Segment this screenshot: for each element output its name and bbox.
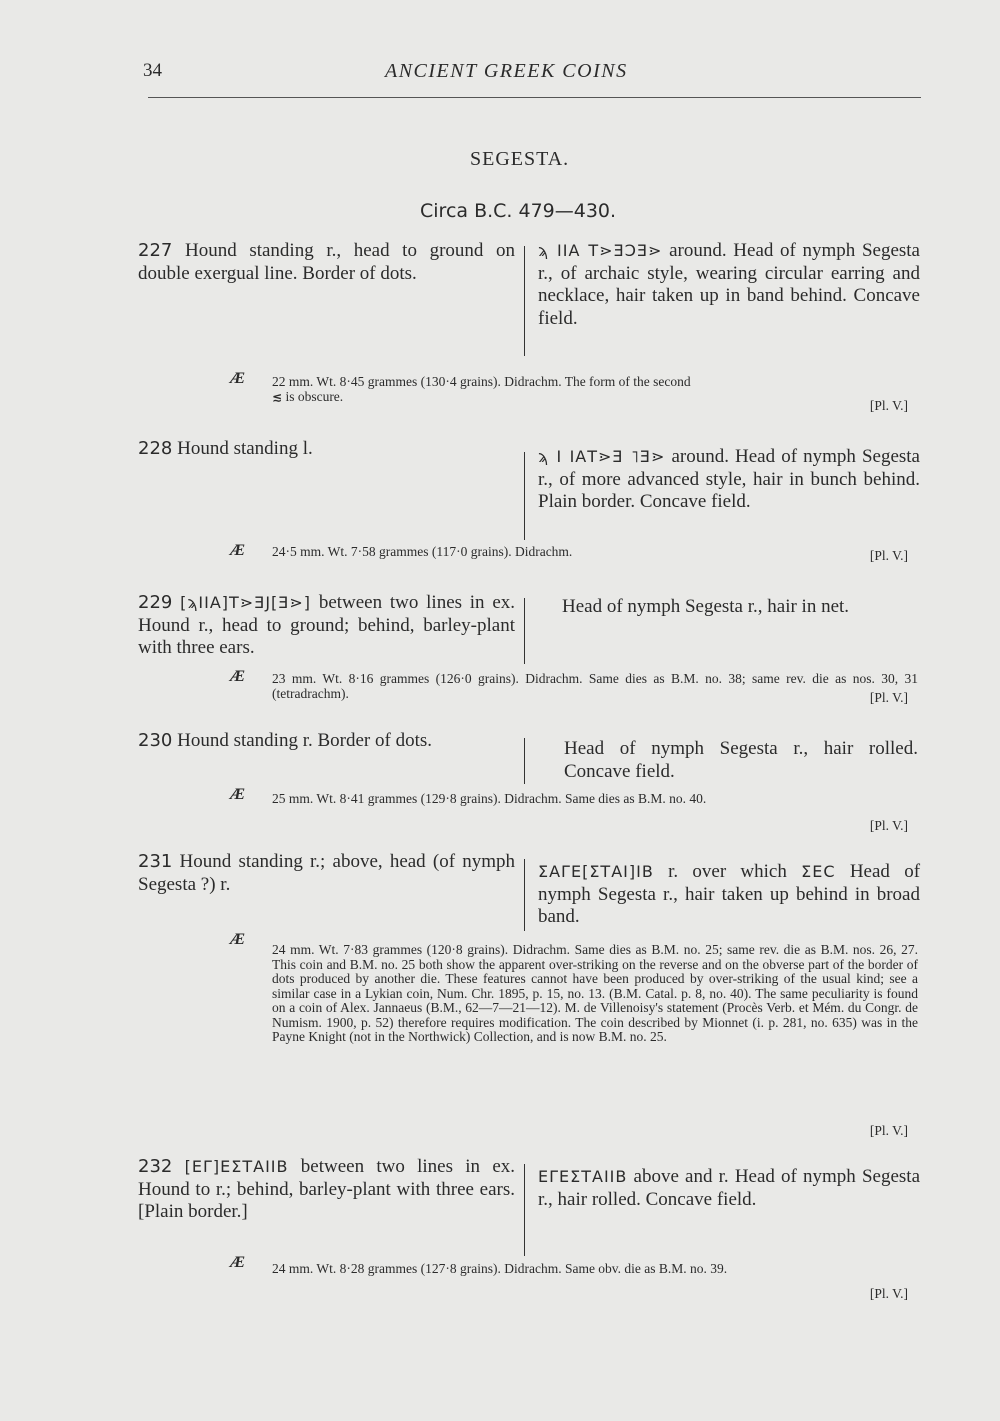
obverse-text: Hound standing r., head to ground on double exergual line. Border of dots. <box>138 240 516 284</box>
obverse-description <box>138 851 515 896</box>
obverse-text: between two lines in ex. Hound r., head to ground; behind, barley-plant with three ears. <box>138 592 516 658</box>
reverse-text: above and r. Head of nymph Segesta r., hair rolled. Concave field. <box>538 1166 921 1210</box>
entry-number: 231 <box>138 851 173 872</box>
reverse-legend: ΕΓΕΣΤΑΙΙΒ <box>538 1167 628 1186</box>
details-text-end: is obscure. <box>285 388 344 404</box>
obverse-description <box>138 730 515 753</box>
obverse-text: Hound standing l. <box>177 438 313 459</box>
section-title: SEGESTA. <box>470 148 570 170</box>
metal-symbol: Æ <box>230 1254 246 1271</box>
reverse-legend: ϡ I ΙΑΤ⋗Ǝ ˥Ǝ⋗ <box>538 447 666 466</box>
page-number: 34 <box>143 60 162 81</box>
obverse-description <box>138 592 515 660</box>
metal-symbol: Æ <box>230 786 246 803</box>
period-heading: Circa B.C. 479—430. <box>420 200 617 222</box>
coin-details <box>272 375 918 404</box>
reverse-legend-2: ΣΕC <box>801 862 836 881</box>
coin-details: 24 mm. Wt. 8·28 grammes (127·8 grains). Didrachm. Same obv. die as B.M. no. 39. <box>272 1261 728 1276</box>
reverse-legend: ΣΑΓΕ[ΣΤΑΙ]IB <box>538 862 654 881</box>
reverse-description <box>564 738 918 783</box>
obverse-text: Hound standing r. Border of dots. <box>177 730 433 751</box>
reverse-description <box>538 240 920 330</box>
entry-number: 230 <box>138 730 173 751</box>
entry-number: 232 <box>138 1156 173 1177</box>
obverse-legend: [ϡIΙΑ]T⋗ƎJ[Ǝ⋗] <box>180 593 312 612</box>
obverse-text: between two lines in ex. Hound to r.; behind, barley-plant with three ears. [Plain border.] <box>138 1156 516 1222</box>
metal-symbol: Æ <box>230 668 246 685</box>
reverse-text: Head of nymph Segesta r., hair in net. <box>562 596 850 617</box>
entry-number: 227 <box>138 240 173 261</box>
plate-reference: [Pl. V.] <box>869 1286 908 1301</box>
reverse-text: around. Head of nymph Segesta r., of more advanced style, hair in bunch behind. Plain border. Concave field. <box>538 446 920 512</box>
column-divider <box>524 452 525 540</box>
coin-details: 24·5 mm. Wt. 7·58 grammes (117·0 grains). Didrachm. <box>272 544 573 559</box>
column-divider <box>524 1164 525 1256</box>
reverse-text: Head of nymph Segesta r., hair taken up behind in broad band. <box>538 861 921 927</box>
column-divider <box>524 598 525 664</box>
plate-reference: [Pl. V.] <box>869 1123 908 1138</box>
plate-reference: [Pl. V.] <box>869 818 908 833</box>
running-title: ANCIENT GREEK COINS <box>385 60 628 82</box>
metal-symbol: Æ <box>230 542 246 559</box>
reverse-description <box>538 1166 920 1211</box>
obverse-description <box>138 240 515 285</box>
column-divider <box>524 859 525 931</box>
obverse-description <box>138 438 515 461</box>
plate-reference: [Pl. V.] <box>869 690 908 705</box>
plate-reference: [Pl. V.] <box>869 548 908 563</box>
column-divider <box>524 246 525 356</box>
sigma-symbol: ≲ <box>272 389 283 404</box>
coin-details: 23 mm. Wt. 8·16 grammes (126·0 grains). Didrachm. Same dies as B.M. no. 38; same rev. die as nos. 30, 31 (tetradrachm). <box>272 671 918 701</box>
reverse-text-middle: r. over which <box>668 861 787 882</box>
obverse-text: Hound standing r.; above, head (of nymph Segesta ?) r. <box>138 851 515 895</box>
entry-number: 228 <box>138 438 173 459</box>
coin-details: 25 mm. Wt. 8·41 grammes (129·8 grains). Didrachm. Same dies as B.M. no. 40. <box>272 791 707 806</box>
plate-reference: [Pl. V.] <box>869 398 908 413</box>
column-divider <box>524 738 525 784</box>
header-rule <box>148 97 921 98</box>
metal-symbol: Æ <box>230 931 246 948</box>
reverse-description <box>538 861 920 929</box>
reverse-legend: ϡ IIΑ T⋗ƎƆƎ⋗ <box>538 241 663 260</box>
obverse-legend: [ΕΓ]ΕΣΤΑΙΙΒ <box>184 1157 289 1176</box>
entry-number: 229 <box>138 592 173 613</box>
obverse-description <box>138 1156 515 1224</box>
reverse-description <box>538 446 920 514</box>
reverse-text: Head of nymph Segesta r., hair rolled. Concave field. <box>564 738 918 782</box>
coin-details: 24 mm. Wt. 7·83 grammes (120·8 grains). Didrachm. Same dies as B.M. no. 25; same rev. die as B.M. nos. 26, 27. This coin and B.M. no. 25 both show the apparent over-striking on the reverse and on the obverse part of the border of dots produced by another die. These features cannot have been produced by over-striking of the usual kind; see a similar case in a Lykian coin, Num. Chr. 1895, p. 15, no. 13. (B.M. Catal. p. 8, no. 40). The same peculiarity is found on a coin of Alex. Jannaeus (B.M., 62—7—21—12). M. de Villenoisy's statement (Procès Verb. et Mém. du Congr. de Numism. 1900, p. 52) therefore requires modification. The coin described by Mionnet (i. p. 281, no. 635) was in the Payne Knight (not in the Northwick) Collection, and is now B.M. no. 25. <box>272 942 918 1044</box>
details-text: 22 mm. Wt. 8·45 grammes (130·4 grains). Didrachm. The form of the second <box>272 374 691 389</box>
reverse-text: around. Head of nymph Segesta r., of archaic style, wearing circular earring and necklace, hair taken up in band behind. Concave field. <box>538 240 920 329</box>
metal-symbol: Æ <box>230 370 246 387</box>
reverse-description <box>562 596 918 619</box>
